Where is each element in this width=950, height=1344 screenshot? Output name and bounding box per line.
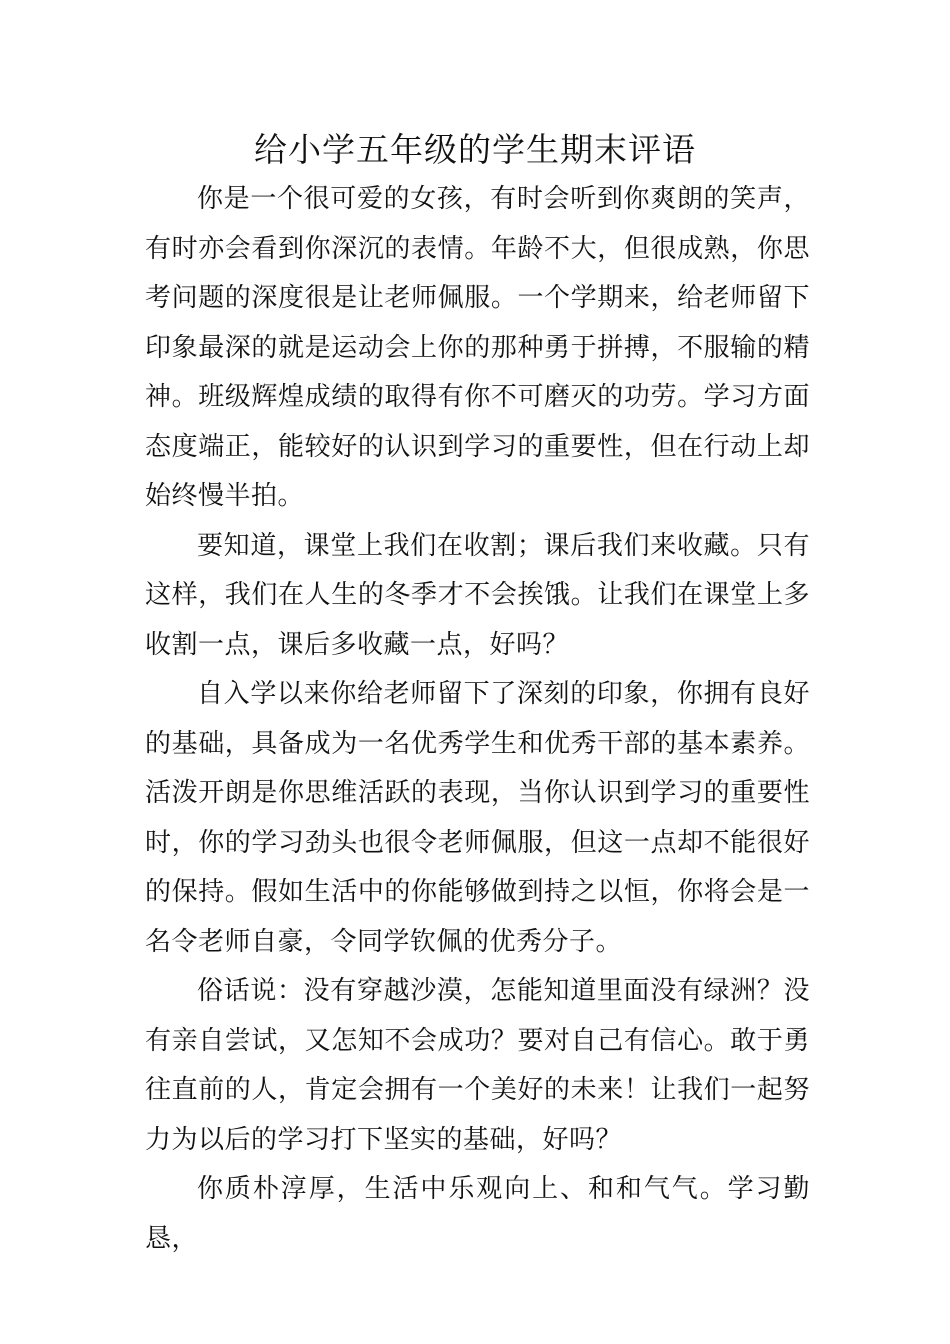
document-body <box>145 175 810 1264</box>
paragraph: 你是一个很可爱的女孩，有时会听到你爽朗的笑声，有时亦会看到你深沉的表情。年龄不大，但很成熟，你思考问题的深度很是让老师佩服。一个学期来，给老师留下印象最深的就是运动会上你的那种勇于拼搏，不服输的精神。班级辉煌成绩的取得有你不可磨灭的功劳。学习方面态度端正，能较好的认识到学习的重要性，但在行动上却始终慢半拍。 <box>145 184 810 511</box>
document-title: 给小学五年级的学生期末评语 <box>254 130 696 169</box>
paragraph: 你质朴淳厚，生活中乐观向上、和和气气。学习勤恳， <box>145 1174 810 1254</box>
paragraph: 俗话说：没有穿越沙漠，怎能知道里面没有绿洲？没有亲自尝试，又怎知不会成功？要对自己有信心。敢于勇往直前的人，肯定会拥有一个美好的未来！让我们一起努力为以后的学习打下坚实的基础，好吗？ <box>145 976 810 1155</box>
paragraph: 自入学以来你给老师留下了深刻的印象，你拥有良好的基础，具备成为一名优秀学生和优秀干部的基本素养。活泼开朗是你思维活跃的表现，当你认识到学习的重要性时，你的学习劲头也很令老师佩服，但这一点却不能很好的保持。假如生活中的你能够做到持之以恒，你将会是一名令老师自豪，令同学钦佩的优秀分子。 <box>145 679 810 957</box>
paragraph: 要知道，课堂上我们在收割；课后我们来收藏。只有这样，我们在人生的冬季才不会挨饿。让我们在课堂上多收割一点，课后多收藏一点，好吗？ <box>145 530 810 660</box>
